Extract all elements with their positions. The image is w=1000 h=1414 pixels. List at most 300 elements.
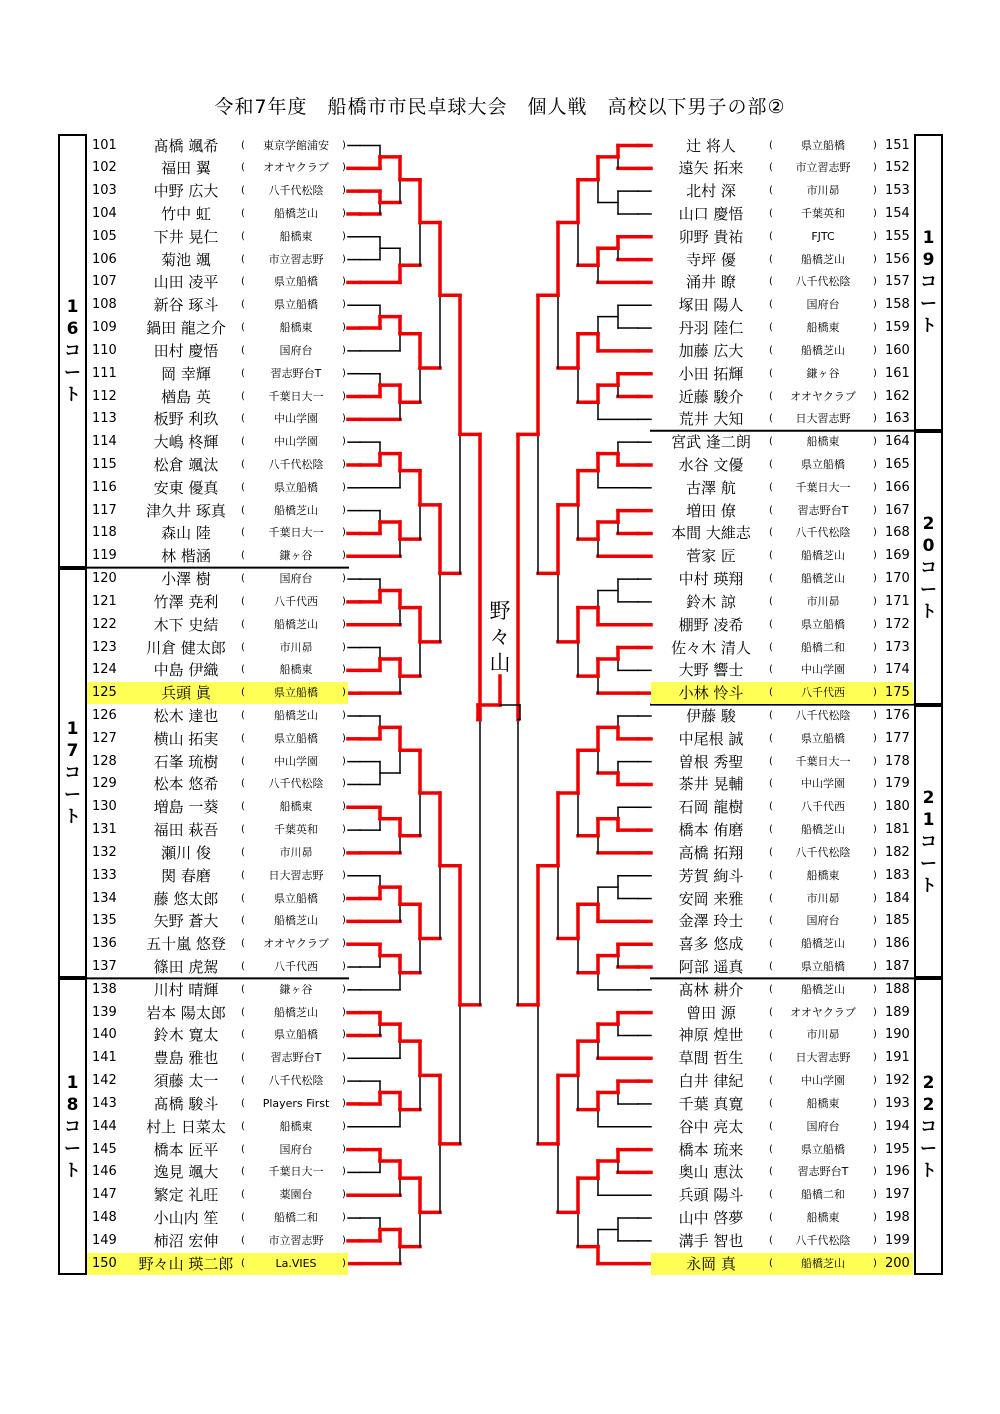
page-title: 令和7年度 船橋市市民卓球大会 個人戦 高校以下男子の部② [214, 96, 786, 118]
player-number: 165 [885, 456, 910, 472]
player-school: 県立船橋 [274, 1028, 318, 1042]
paren-close: ) [873, 938, 877, 950]
player-number: 152 [885, 160, 910, 176]
player-school: 船橋芝山 [274, 1005, 318, 1019]
paren-close: ) [873, 1257, 877, 1269]
player-row [651, 157, 913, 179]
player-school: 千葉日大一 [795, 754, 851, 768]
player-row [651, 408, 913, 430]
player-school: 船橋芝山 [274, 503, 318, 517]
player-number: 189 [885, 1004, 910, 1020]
player-row [86, 1207, 348, 1229]
player-row [86, 910, 348, 932]
player-number: 172 [885, 616, 910, 632]
player-row [86, 637, 348, 659]
player-row [86, 454, 348, 476]
player-number: 116 [92, 479, 117, 495]
player-school: 薬園台 [279, 1188, 313, 1202]
paren-close: ) [342, 1006, 346, 1018]
paren-close: ) [342, 732, 346, 744]
player-name: 茶井 晃輔 [678, 775, 744, 794]
player-school: 千葉日大一 [795, 480, 851, 494]
player-school: 船橋芝山 [274, 914, 318, 928]
player-name: 白井 律紀 [678, 1072, 744, 1091]
paren-open: ( [769, 481, 773, 493]
player-name: 林 楷涵 [161, 547, 211, 566]
player-number: 104 [92, 205, 117, 221]
player-name: 溝手 智也 [678, 1231, 744, 1250]
paren-open: ( [241, 344, 245, 356]
player-row [651, 682, 913, 704]
player-name: 福田 萩吾 [153, 821, 219, 840]
player-school: 鎌ヶ谷 [279, 549, 313, 563]
paren-open: ( [769, 1029, 773, 1041]
court-label: 2 1 コ ー ト [920, 787, 937, 896]
paren-open: ( [241, 664, 245, 676]
player-name: 中尾根 誠 [678, 729, 744, 748]
paren-close: ) [342, 710, 346, 721]
player-number: 106 [92, 251, 117, 267]
player-school: 市立習志野 [268, 252, 324, 266]
player-school: 中山学園 [801, 777, 845, 791]
player-name: 鍋田 龍之介 [146, 319, 226, 338]
paren-close: ) [873, 892, 877, 904]
player-number: 191 [885, 1050, 910, 1066]
player-name: 関 春磨 [161, 866, 211, 885]
player-number: 123 [92, 639, 117, 655]
player-number: 181 [885, 822, 910, 838]
paren-open: ( [769, 1006, 773, 1018]
paren-close: ) [873, 299, 877, 311]
player-school: 千葉日大一 [268, 1165, 324, 1179]
player-row [86, 614, 348, 636]
player-name: 増田 僚 [686, 501, 736, 520]
player-name: 曽根 秀聖 [678, 752, 744, 771]
player-school: 市川昴 [806, 594, 840, 608]
player-row [86, 1116, 348, 1138]
player-row [651, 751, 913, 773]
player-row [651, 1161, 913, 1183]
paren-open: ( [241, 755, 245, 767]
paren-open: ( [769, 778, 773, 790]
paren-open: ( [241, 322, 245, 334]
paren-open: ( [241, 390, 245, 402]
player-name: 谷中 亮太 [678, 1117, 744, 1136]
player-school: 県立船橋 [274, 731, 318, 745]
player-school: 県立船橋 [274, 891, 318, 905]
paren-open: ( [241, 504, 245, 516]
paren-open: ( [241, 710, 245, 721]
paren-close: ) [342, 230, 346, 242]
player-row [651, 933, 913, 955]
player-name: 安東 優真 [153, 478, 219, 497]
player-name: 千葉 真寛 [678, 1094, 744, 1113]
player-school: 中山学園 [274, 754, 318, 768]
player-name: 涌井 瞭 [686, 273, 736, 292]
player-school: 船橋芝山 [801, 982, 845, 996]
paren-close: ) [342, 299, 346, 311]
player-school: 日大習志野 [795, 412, 851, 426]
player-number: 136 [92, 936, 117, 952]
player-name: 山田 凌平 [153, 273, 219, 292]
paren-open: ( [241, 139, 245, 151]
player-school: FJTC [811, 229, 835, 243]
court-label: 2 0 コ ー ト [920, 513, 937, 622]
paren-open: ( [769, 938, 773, 950]
paren-close: ) [342, 824, 346, 836]
paren-close: ) [342, 162, 346, 174]
player-row [651, 431, 913, 453]
player-number: 139 [92, 1004, 117, 1020]
player-number: 163 [885, 411, 910, 427]
player-number: 126 [92, 708, 117, 723]
paren-close: ) [873, 344, 877, 356]
paren-close: ) [342, 1052, 346, 1064]
paren-close: ) [342, 664, 346, 676]
player-school: 県立船橋 [801, 731, 845, 745]
paren-open: ( [241, 1006, 245, 1018]
player-name: 荒井 大知 [678, 410, 744, 429]
player-row [86, 317, 348, 339]
paren-open: ( [241, 481, 245, 493]
paren-close: ) [342, 1189, 346, 1201]
paren-close: ) [873, 869, 877, 881]
paren-open: ( [241, 207, 245, 219]
player-number: 173 [885, 639, 910, 655]
player-school: 船橋東 [279, 800, 313, 814]
player-name: 楢島 英 [161, 387, 211, 406]
player-row [651, 522, 913, 544]
player-school: 県立船橋 [274, 686, 318, 700]
player-name: 神原 煌世 [678, 1026, 744, 1045]
player-row [86, 1184, 348, 1206]
court-label: 1 8 コ ー ト [64, 1072, 81, 1181]
player-school: 県立船橋 [801, 457, 845, 471]
player-row [86, 431, 348, 453]
paren-close: ) [342, 961, 346, 973]
paren-open: ( [769, 185, 773, 197]
player-name: 森山 陸 [161, 524, 211, 543]
player-school: 船橋芝山 [801, 572, 845, 586]
paren-open: ( [769, 641, 773, 653]
player-row [86, 180, 348, 202]
paren-open: ( [241, 550, 245, 562]
player-number: 194 [885, 1118, 910, 1134]
paren-close: ) [873, 139, 877, 151]
player-row [86, 1024, 348, 1046]
player-number: 164 [885, 434, 910, 450]
paren-close: ) [873, 961, 877, 973]
player-school: 国府台 [806, 298, 840, 312]
player-row [86, 340, 348, 362]
paren-open: ( [769, 527, 773, 539]
paren-open: ( [769, 801, 773, 813]
player-number: 102 [92, 160, 117, 176]
paren-close: ) [873, 162, 877, 174]
player-name: 中村 瑛翔 [678, 570, 744, 589]
player-number: 107 [92, 274, 117, 290]
player-row [86, 500, 348, 522]
player-school: La.VIES [275, 1256, 317, 1270]
paren-open: ( [241, 961, 245, 973]
player-name: 阿部 遥真 [678, 958, 744, 977]
paren-open: ( [241, 527, 245, 539]
player-row [651, 796, 913, 818]
paren-open: ( [769, 413, 773, 425]
player-school: 船橋東 [806, 321, 840, 335]
court-label: 1 7 コ ー ト [64, 719, 81, 828]
player-row [651, 888, 913, 910]
paren-open: ( [769, 983, 773, 995]
player-number: 132 [92, 844, 117, 860]
player-row [651, 865, 913, 887]
player-row [651, 135, 913, 157]
paren-open: ( [769, 1120, 773, 1132]
player-name: 松倉 颯汰 [153, 455, 219, 474]
player-name: 本間 大維志 [671, 524, 751, 543]
player-name: 兵頭 陽斗 [678, 1186, 744, 1205]
player-number: 143 [92, 1095, 117, 1111]
paren-close: ) [873, 367, 877, 379]
player-school: 船橋東 [806, 1096, 840, 1110]
player-name: 北村 深 [686, 182, 736, 201]
player-name: 横山 拓実 [153, 729, 219, 748]
paren-close: ) [873, 824, 877, 836]
player-name: 木下 史結 [153, 615, 219, 634]
player-row [86, 888, 348, 910]
player-name: 丹羽 陸仁 [678, 319, 744, 338]
paren-close: ) [342, 276, 346, 288]
paren-close: ) [873, 778, 877, 790]
player-row [86, 773, 348, 795]
paren-close: ) [342, 595, 346, 607]
player-name: 曾田 源 [686, 1003, 736, 1022]
paren-close: ) [873, 1052, 877, 1064]
paren-open: ( [769, 367, 773, 379]
paren-open: ( [769, 961, 773, 973]
paren-close: ) [342, 207, 346, 219]
player-name: 鈴木 諒 [686, 592, 736, 611]
paren-close: ) [873, 1120, 877, 1132]
paren-open: ( [241, 162, 245, 174]
player-name: 菊池 颯 [161, 250, 211, 269]
paren-close: ) [342, 755, 346, 767]
player-school: 県立船橋 [801, 138, 845, 152]
paren-close: ) [873, 481, 877, 493]
player-row [86, 979, 348, 1001]
player-school: 市川昴 [806, 1028, 840, 1042]
paren-open: ( [241, 1029, 245, 1041]
paren-close: ) [342, 322, 346, 334]
paren-close: ) [342, 253, 346, 265]
player-school: 県立船橋 [801, 1142, 845, 1156]
player-row [86, 157, 348, 179]
player-number: 128 [92, 753, 117, 769]
paren-close: ) [873, 1006, 877, 1018]
player-number: 101 [92, 137, 117, 153]
player-school: 船橋東 [279, 1119, 313, 1133]
player-number: 117 [92, 502, 117, 518]
player-row [651, 180, 913, 202]
player-school: オオヤクラブ [790, 389, 856, 403]
player-row [86, 294, 348, 316]
paren-close: ) [873, 687, 877, 699]
player-school: 習志野台T [270, 1051, 322, 1065]
player-row [86, 477, 348, 499]
player-row [86, 363, 348, 385]
paren-open: ( [769, 755, 773, 767]
player-row [651, 500, 913, 522]
player-row [86, 956, 348, 978]
player-school: 中山学園 [274, 435, 318, 449]
player-name: 篠田 虎駕 [153, 958, 219, 977]
player-name: 野々山 瑛二郎 [138, 1254, 234, 1273]
player-row [651, 454, 913, 476]
player-school: 千葉英和 [801, 206, 845, 220]
player-name: 寺坪 優 [686, 250, 736, 269]
player-name: 下井 晃仁 [153, 227, 219, 246]
player-school: 鎌ヶ谷 [279, 982, 313, 996]
player-school: 船橋芝山 [274, 617, 318, 631]
player-row [651, 842, 913, 864]
paren-close: ) [873, 801, 877, 813]
paren-open: ( [241, 253, 245, 265]
player-name: 板野 利玖 [153, 410, 219, 429]
player-number: 169 [885, 548, 910, 564]
player-row [86, 819, 348, 841]
player-school: 市川昴 [806, 184, 840, 198]
paren-close: ) [342, 139, 346, 151]
player-row [86, 1161, 348, 1183]
paren-open: ( [769, 550, 773, 562]
paren-close: ) [873, 527, 877, 539]
paren-close: ) [873, 595, 877, 607]
paren-open: ( [241, 618, 245, 630]
player-name: 矢野 蒼大 [153, 912, 219, 931]
paren-open: ( [241, 1075, 245, 1087]
player-name: 中野 広大 [153, 182, 219, 201]
player-number: 137 [92, 959, 117, 975]
player-number: 187 [885, 959, 910, 975]
player-number: 197 [885, 1187, 910, 1203]
paren-open: ( [241, 185, 245, 197]
player-school: 習志野台T [797, 1165, 849, 1179]
paren-close: ) [342, 1075, 346, 1087]
paren-open: ( [241, 1212, 245, 1224]
player-name: 山中 啓夢 [678, 1209, 744, 1228]
player-name: 古澤 航 [686, 478, 736, 497]
player-name: 永岡 真 [686, 1254, 736, 1273]
player-number: 145 [92, 1141, 117, 1157]
player-row [651, 1184, 913, 1206]
player-row [651, 1024, 913, 1046]
player-name: 佐々木 清人 [671, 638, 751, 657]
player-number: 180 [885, 799, 910, 815]
player-number: 158 [885, 297, 910, 313]
paren-close: ) [873, 732, 877, 744]
player-school: 船橋芝山 [801, 937, 845, 951]
player-name: 安岡 来雅 [678, 889, 744, 908]
paren-open: ( [769, 436, 773, 448]
player-school: 船橋東 [279, 321, 313, 335]
player-row [651, 1207, 913, 1229]
paren-open: ( [769, 664, 773, 676]
player-row [86, 386, 348, 408]
player-name: 橋本 侑磨 [678, 821, 744, 840]
paren-open: ( [241, 1143, 245, 1155]
player-number: 195 [885, 1141, 910, 1157]
player-row [86, 682, 348, 704]
player-row [86, 659, 348, 681]
paren-open: ( [241, 732, 245, 744]
player-number: 138 [92, 981, 117, 997]
paren-open: ( [241, 230, 245, 242]
player-number: 108 [92, 297, 117, 313]
paren-close: ) [342, 458, 346, 470]
player-number: 199 [885, 1232, 910, 1248]
player-number: 166 [885, 479, 910, 495]
player-row [651, 1116, 913, 1138]
player-number: 177 [885, 730, 910, 746]
player-row [86, 522, 348, 544]
player-school: 船橋東 [806, 1211, 840, 1225]
player-number: 113 [92, 411, 117, 427]
player-school: 市川昴 [279, 845, 313, 859]
player-row [651, 637, 913, 659]
player-row [86, 728, 348, 750]
player-school: 千葉英和 [274, 823, 318, 837]
player-school: 八千代西 [801, 686, 845, 700]
player-number: 157 [885, 274, 910, 290]
player-school: 中山学園 [801, 1074, 845, 1088]
paren-open: ( [769, 1052, 773, 1064]
player-number: 103 [92, 183, 117, 199]
player-name: 柿沼 宏伸 [153, 1231, 219, 1250]
player-name: 竹中 虹 [161, 204, 211, 223]
player-row [651, 568, 913, 590]
player-row [86, 591, 348, 613]
player-name: 近藤 駿介 [678, 387, 744, 406]
paren-close: ) [873, 983, 877, 995]
paren-open: ( [769, 390, 773, 402]
player-name: 村上 日菜太 [146, 1117, 226, 1136]
player-number: 109 [92, 320, 117, 336]
paren-close: ) [873, 1097, 877, 1109]
player-row [86, 1047, 348, 1069]
paren-close: ) [342, 1166, 346, 1178]
paren-open: ( [241, 595, 245, 607]
court-label: 1 6 コ ー ト [64, 296, 81, 405]
player-number: 184 [885, 890, 910, 906]
paren-close: ) [873, 1212, 877, 1224]
paren-close: ) [342, 983, 346, 995]
paren-open: ( [241, 641, 245, 653]
player-number: 140 [92, 1027, 117, 1043]
player-name: 岩本 陽太郎 [146, 1003, 226, 1022]
paren-close: ) [873, 1234, 877, 1246]
player-school: 市立習志野 [795, 161, 851, 175]
player-name: 伊藤 駿 [686, 707, 736, 725]
player-number: 185 [885, 913, 910, 929]
player-name: 小山内 笙 [153, 1209, 219, 1228]
paren-close: ) [342, 846, 346, 858]
paren-open: ( [241, 573, 245, 585]
paren-open: ( [769, 892, 773, 904]
player-row [651, 1139, 913, 1161]
paren-open: ( [241, 436, 245, 448]
player-row [651, 956, 913, 978]
paren-open: ( [769, 1234, 773, 1246]
